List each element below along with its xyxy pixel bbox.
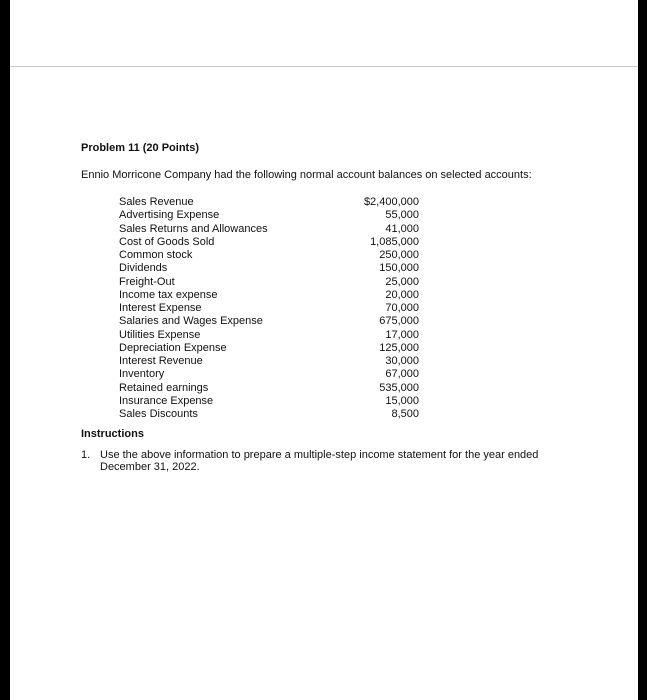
problem-intro: Ennio Morricone Company had the following normal account balances on selected accounts: [81,169,532,181]
account-row [119,408,419,421]
account-amount: 125,000 [379,341,419,354]
account-row [119,329,419,342]
account-row [119,276,419,289]
account-name: Sales Revenue [119,196,194,208]
problem-title: Problem 11 (20 Points) [81,142,199,154]
account-amount: 20,000 [385,288,419,301]
account-name: Cost of Goods Sold [119,235,215,248]
account-amount: 67,000 [385,368,419,381]
account-amount: 535,000 [379,381,419,394]
account-row [119,368,419,381]
account-amount: $2,400,000 [363,196,419,208]
left-border [0,0,10,700]
account-name: Common stock [119,249,193,261]
account-amount: 15,000 [385,394,419,407]
account-amount: 70,000 [385,302,419,314]
instructions-heading: Instructions [81,428,144,440]
account-row [119,395,419,408]
account-row [119,315,419,328]
account-amount: 17,000 [385,328,419,341]
account-row [119,249,419,262]
account-name: Advertising Expense [119,209,220,222]
account-row [119,382,419,395]
account-name: Utilities Expense [119,328,201,341]
account-name: Salaries and Wages Expense [119,315,263,328]
account-amount: 41,000 [385,222,419,235]
account-row [119,302,419,315]
account-amount: 675,000 [379,315,419,328]
account-balances-list [119,196,419,421]
account-row [119,196,419,209]
instruction-text: Use the above information to prepare a multiple-step income statement for the year ended December 31, 2022. [100,449,539,473]
account-amount: 1,085,000 [370,235,419,248]
account-amount: 30,000 [385,355,419,367]
account-name: Insurance Expense [119,394,214,407]
account-amount: 250,000 [379,249,419,261]
account-name: Income tax expense [119,288,218,301]
account-amount: 55,000 [385,209,419,222]
account-name: Retained earnings [119,381,209,394]
account-name: Inventory [119,368,165,381]
account-name: Dividends [119,262,168,275]
account-row [119,236,419,249]
account-row [119,355,419,368]
account-row [119,223,419,236]
account-name: Sales Discounts [119,408,198,420]
account-amount: 25,000 [385,275,419,288]
instruction-number: 1. [81,449,91,461]
account-name: Interest Revenue [119,355,203,367]
account-amount: 8,500 [391,408,419,420]
account-row [119,342,419,355]
account-row [119,209,419,222]
account-row [119,289,419,302]
account-amount: 150,000 [379,262,419,275]
right-border [638,0,647,700]
account-name: Depreciation Expense [119,341,227,354]
account-name: Sales Returns and Allowances [119,222,268,235]
account-row [119,262,419,275]
page-top-divider [10,66,638,67]
account-name: Freight-Out [119,275,175,288]
account-name: Interest Expense [119,302,202,314]
